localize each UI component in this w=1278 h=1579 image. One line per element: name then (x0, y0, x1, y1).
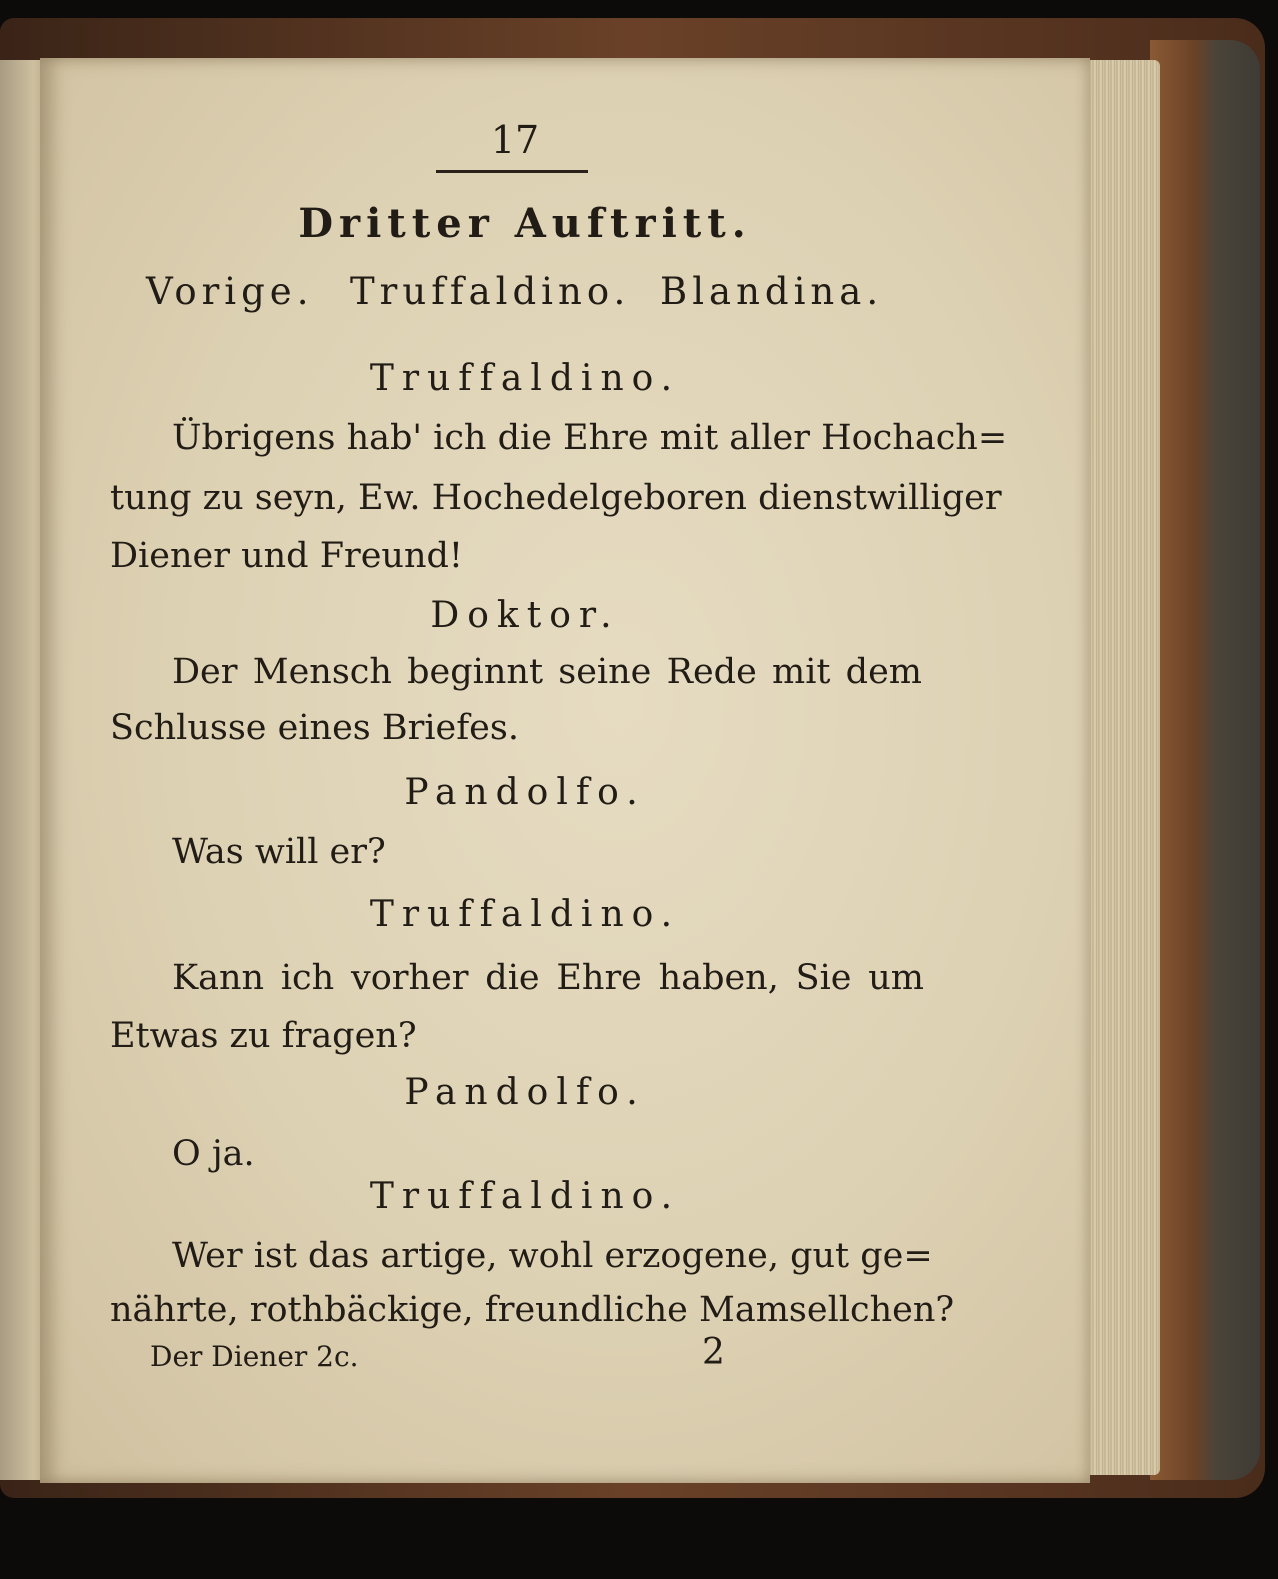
dialogue-line: Diener und Freund! (110, 536, 463, 576)
scene-heading: Dritter Auftritt. (298, 200, 752, 247)
cast-line-second: Truffaldino. (350, 270, 631, 313)
sheet-number: 2 (702, 1332, 725, 1373)
cast-line-first: Vorige. (146, 270, 314, 313)
speaker-name: Doktor. (430, 595, 620, 636)
page-block-edge (1085, 60, 1160, 1475)
dialogue-line: nährte, rothbäckige, freundliche Mamsellchen? (110, 1290, 955, 1330)
dialogue-line: Übrigens hab' ich die Ehre mit aller Hochach= (172, 418, 1008, 458)
dialogue-line: tung zu seyn, Ew. Hochedelgeboren dienstwilliger (110, 478, 1002, 518)
cast-line-third: Blandina. (660, 270, 884, 313)
book-cover-edge (1150, 40, 1260, 1480)
dialogue-line: O ja. (172, 1134, 255, 1174)
page-number-rule (436, 170, 588, 173)
page-number: 17 (490, 118, 540, 162)
speaker-name: Pandolfo. (404, 772, 646, 813)
dialogue-line: Wer ist das artige, wohl erzogene, gut ge= (172, 1236, 933, 1276)
dialogue-line: Etwas zu fragen? (110, 1016, 417, 1056)
dialogue-line: Schlusse eines Briefes. (110, 708, 519, 748)
speaker-name: Truffaldino. (369, 358, 681, 399)
speaker-name: Truffaldino. (369, 894, 681, 935)
speaker-name: Pandolfo. (404, 1072, 646, 1113)
dialogue-line: Was will er? (172, 832, 386, 872)
dialogue-line: Kann ich vorher die Ehre haben, Sie um (172, 958, 924, 998)
signature-mark: Der Diener 2c. (150, 1340, 359, 1373)
speaker-name: Truffaldino. (369, 1176, 681, 1217)
dialogue-line: Der Mensch beginnt seine Rede mit dem (172, 652, 922, 692)
